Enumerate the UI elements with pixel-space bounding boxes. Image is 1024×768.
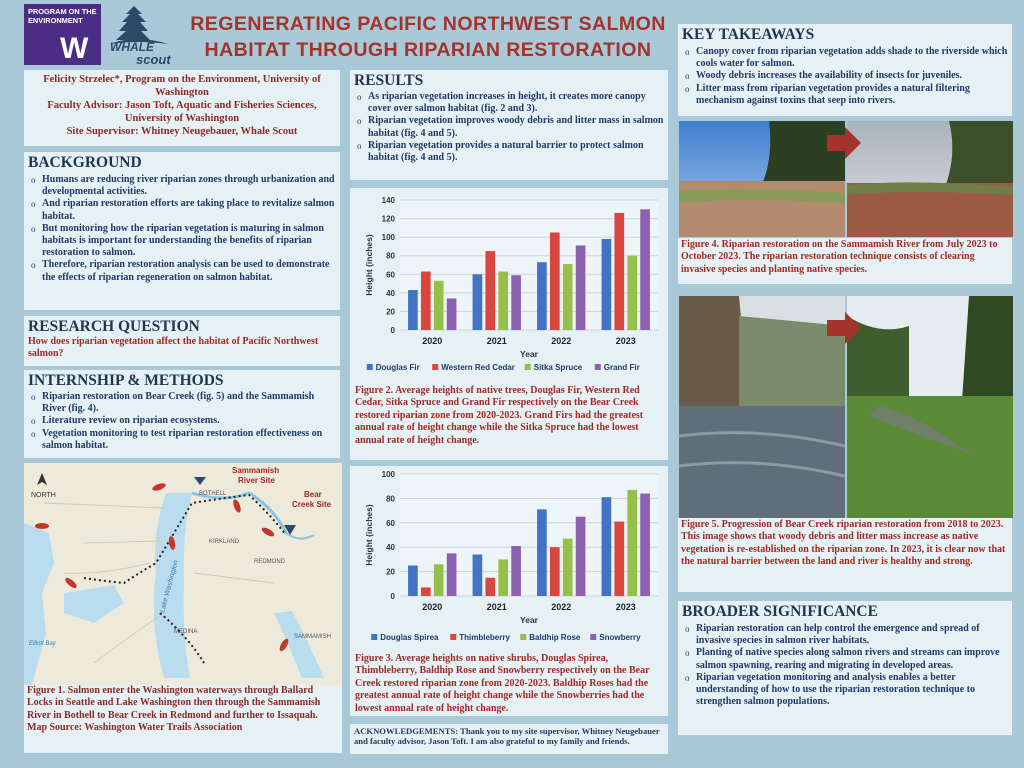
figure2-caption-tail: Grand Firs had the greatest annual rate of height change while the Sitka Spruce had the lowest annual rate of height change. [355,409,644,446]
list-item: o As riparian vegetation increases in height, it creates more canopy cover over salmon habitat (fig. 2 and 3). [354,91,664,115]
research-heading: RESEARCH QUESTION [28,318,200,335]
bar-douglas-fir [537,262,547,330]
research-question-panel [24,316,340,366]
x-axis-label: Year [520,615,538,625]
results-heading: RESULTS [354,72,424,89]
figure4-caption: Figure 4. Riparian restoration on the Sammamish River from July 2023 to October 2023. The riparian restoration technique consists of clearing invasive species and planting native species. [681,239,998,275]
takeaways-heading: KEY TAKEAWAYS [682,26,815,43]
figure3-caption-tail: Baldhip Roses had the greatest annual rate of height change while the Snowberries had the lowest annual rate of height change. [355,677,649,714]
figure2-caption [350,385,668,447]
y-tick-label: 20 [386,567,395,577]
photo-2018-river [679,406,845,518]
bar-thimbleberry [485,578,495,596]
y-tick-label: 60 [386,518,395,528]
whale-logo-line1: WHALE [110,40,154,54]
results-list [354,91,664,164]
list-item: o Litter mass from riparian vegetation provides a natural filtering mechanism against toxins that seep into rivers. [682,83,1008,107]
whale-scout-tree-icon [106,4,182,66]
bar-grand-fir [511,275,521,330]
acknowledgements-text: ACKNOWLEDGEMENTS: Thank you to my site supervisor, Whitney Neugebauer and faculty advisor, Jason Toft. I am also grateful to my family and friends. [354,726,660,747]
list-item: o Riparian restoration can help control the emergence and spread of invasive species in salmon river habitats. [682,623,1008,647]
legend-entry: Douglas Fir [375,363,420,372]
bar-snowberry [447,553,457,596]
y-tick-label: 20 [386,307,395,317]
sammamish-site-label-2: River Site [238,476,275,485]
legend-entry: Baldhip Rose [529,633,581,642]
research-question-text: How does riparian vegetation affect the habitat of Pacific Northwest salmon? [28,336,319,360]
legend-entry: Douglas Spirea [380,633,439,642]
uw-logo-line1: PROGRAM ON THE [28,7,97,16]
x-tick-label: 2021 [486,336,507,346]
y-tick-label: 100 [381,470,395,479]
list-item: o Planting of native species along salmon rivers and streams can improve salmon spawning, rearing and migrating in developed areas. [682,647,1008,671]
background-heading: BACKGROUND [28,154,142,171]
bar-douglas-fir [602,239,612,330]
medina-label: MEDINA [174,629,198,635]
bar-sitka-spruce [434,281,444,330]
bar-grand-fir [447,298,457,330]
bar-sitka-spruce [498,272,508,331]
bar-western-red-cedar [421,272,431,331]
bar-snowberry [511,546,521,596]
tree-height-chart [350,188,668,380]
list-item: o But monitoring how the riparian vegetation is maturing in salmon habitats is important for understanding the benefits of riparian restoration to salmon. [28,223,336,260]
x-axis-label: Year [520,349,538,359]
legend-entry: Thimbleberry [459,633,510,642]
list-item: o Riparian vegetation monitoring and analysis enables a better understanding of how to use the riparian restoration technique to strengthen salmon populations. [682,672,1008,709]
bothell-label: BOTHELL [199,491,227,497]
bar-douglas-fir [473,274,483,330]
figure2-panel [350,188,668,460]
figure5-photos [679,296,1013,518]
elliott-bay-label: Elliott Bay [29,641,56,647]
list-item: o Therefore, riparian restoration analysis can be used to demonstrate the effects of riparian regeneration on salmon habitat. [28,259,336,283]
bar-thimbleberry [614,522,624,596]
poster-title [190,11,666,63]
figure2-caption-head: Figure 2. Average heights of native trees, Douglas Fir, Western Red Cedar, Sitka Spruce and Grand Fir respectively on the Bear Creek restored riparian zone from 2020-2023. [355,385,640,421]
bar-douglas-spirea [408,566,418,597]
faculty-advisor-line: Faculty Advisor: Jason Toft, Aquatic and Fisheries Sciences, University of Washington [47,100,317,124]
list-item: o Literature review on riparian ecosystems. [28,415,336,427]
figure4-photos [679,121,1013,237]
x-tick-label: 2022 [551,602,572,612]
author-line: Felicity Strzelec*, Program on the Environment, University of Washington [43,74,321,98]
legend-entry: Snowberry [599,633,641,642]
list-item: o Vegetation monitoring to test riparian restoration effectiveness on salmon habitat. [28,428,336,452]
figure3-panel [350,466,668,716]
bar-douglas-fir [408,290,418,330]
y-tick-label: 40 [386,288,395,298]
bar-sitka-spruce [627,256,637,330]
figure4-caption-panel [678,238,1012,284]
y-axis-label: Height (inches) [364,504,374,566]
list-item: o Woody debris increases the availability of insects for juveniles. [682,70,1008,82]
methods-list [28,391,336,452]
y-tick-label: 80 [386,251,395,261]
x-tick-label: 2023 [615,602,636,612]
bear-creek-label-2: Creek Site [292,500,332,509]
list-item: o Riparian vegetation provides a natural barrier to protect salmon habitat (fig. 4 and 5). [354,140,664,164]
kirkland-label: KIRKLAND [209,539,240,545]
bar-baldhip-rose [627,490,637,596]
bar-thimbleberry [550,547,560,596]
figure5-caption: Figure 5. Progression of Bear Creek riparian restoration from 2018 to 2023. This image shows that woody debris and litter mass increase as native vegetation is re-established on the riparian zone. In 2023, it is clear now that the natural barrier between the land and river is healthy and strong. [681,519,1006,568]
figure3-caption-head: Figure 3. Average heights on native shrubs, Douglas Spirea, Thimbleberry, Baldhip Rose and Snowberry respectively on the Bear Creek restored riparian zone from 2020-2023. [355,653,650,689]
figure3-caption [350,653,668,715]
bar-snowberry [640,494,650,596]
bar-snowberry [576,517,586,596]
legend-swatch [432,364,438,370]
x-tick-label: 2022 [551,336,572,346]
y-tick-label: 140 [381,196,395,205]
legend-entry: Western Red Cedar [441,363,515,372]
whale-logo-line2: scout [136,52,171,66]
waterways-map [24,463,342,685]
list-item: o Humans are reducing river riparian zones through urbanization and developmental activities. [28,174,336,198]
y-tick-label: 60 [386,270,395,280]
y-axis-label: Height (inches) [364,234,374,296]
shrub-height-chart [350,466,668,648]
list-item: o Riparian vegetation improves woody debris and litter mass in salmon habitat (fig. 4 and 5). [354,115,664,139]
bar-baldhip-rose [434,564,444,596]
takeaways-panel [678,24,1012,116]
y-tick-label: 0 [390,592,395,601]
bar-grand-fir [640,209,650,330]
title-line1: REGENERATING PACIFIC NORTHWEST SALMON [190,13,666,35]
bar-grand-fir [576,246,586,331]
site-supervisor-line: Site Supervisor: Whitney Neugebauer, Whale Scout [66,126,298,137]
uw-logo-text [24,4,101,25]
x-tick-label: 2021 [486,602,507,612]
legend-entry: Sitka Spruce [533,363,583,372]
figure1-caption: Figure 1. Salmon enter the Washington waterways through Ballard Locks in Seattle and Lake Washington then through the Sammamish River in Bothell to Bear Creek in Redmond and further to Issaquah. [27,685,321,721]
significance-panel [678,601,1012,735]
y-tick-label: 80 [386,494,395,504]
authors-panel [24,70,340,146]
significance-heading: BROADER SIGNIFICANCE [682,603,878,620]
acknowledgements-panel [350,724,668,754]
methods-panel [24,370,340,458]
legend-swatch [595,364,601,370]
x-tick-label: 2020 [422,602,443,612]
bar-douglas-spirea [473,555,483,596]
whale-scout-logo [106,4,182,66]
north-label: NORTH [31,492,56,499]
legend-swatch [525,364,531,370]
uw-program-logo [24,4,101,65]
bar-sitka-spruce [563,264,573,330]
redmond-label: REDMOND [254,559,285,565]
y-tick-label: 120 [381,214,395,224]
background-list [28,174,336,284]
y-tick-label: 100 [381,233,395,243]
sammamish-label: SAMMAMISH [294,634,332,640]
bar-thimbleberry [421,587,431,596]
results-panel [350,70,668,180]
bar-western-red-cedar [550,233,560,331]
sammamish-site-label-1: Sammamish [232,466,280,475]
bar-baldhip-rose [498,559,508,596]
bar-western-red-cedar [614,213,624,330]
list-item: o Canopy cover from riparian vegetation adds shade to the riverside which cools water for salmon. [682,46,1008,70]
methods-heading: INTERNSHIP & METHODS [28,372,224,389]
legend-swatch [590,634,596,640]
title-line2: HABITAT THROUGH RIPARIAN RESTORATION [204,39,652,61]
bar-douglas-spirea [602,497,612,596]
x-tick-label: 2020 [422,336,443,346]
list-item: o And riparian restoration efforts are taking place to revitalize salmon habitat. [28,198,336,222]
map-caption-panel [24,685,342,753]
bear-creek-label-1: Bear [304,490,322,499]
uw-w-mark: W [60,32,89,65]
list-item: o Riparian restoration on Bear Creek (fig. 5) and the Sammamish River (fig. 4). [28,391,336,415]
y-tick-label: 0 [390,326,395,335]
legend-swatch [371,634,377,640]
x-tick-label: 2023 [615,336,636,346]
legend-swatch [367,364,373,370]
bar-western-red-cedar [485,251,495,330]
background-panel [24,152,340,310]
legend-swatch [450,634,456,640]
legend-entry: Grand Fir [603,363,640,372]
map-source: Map Source: Washington Water Trails Association [27,722,243,734]
y-tick-label: 40 [386,543,395,553]
bar-baldhip-rose [563,539,573,596]
significance-list [682,623,1008,708]
bar-douglas-spirea [537,509,547,596]
takeaways-list [682,46,1008,107]
figure5-caption-panel [678,518,1012,592]
uw-logo-line2: ENVIRONMENT [28,15,83,25]
lake-washington-label: Lake Washington [159,559,180,614]
legend-swatch [520,634,526,640]
